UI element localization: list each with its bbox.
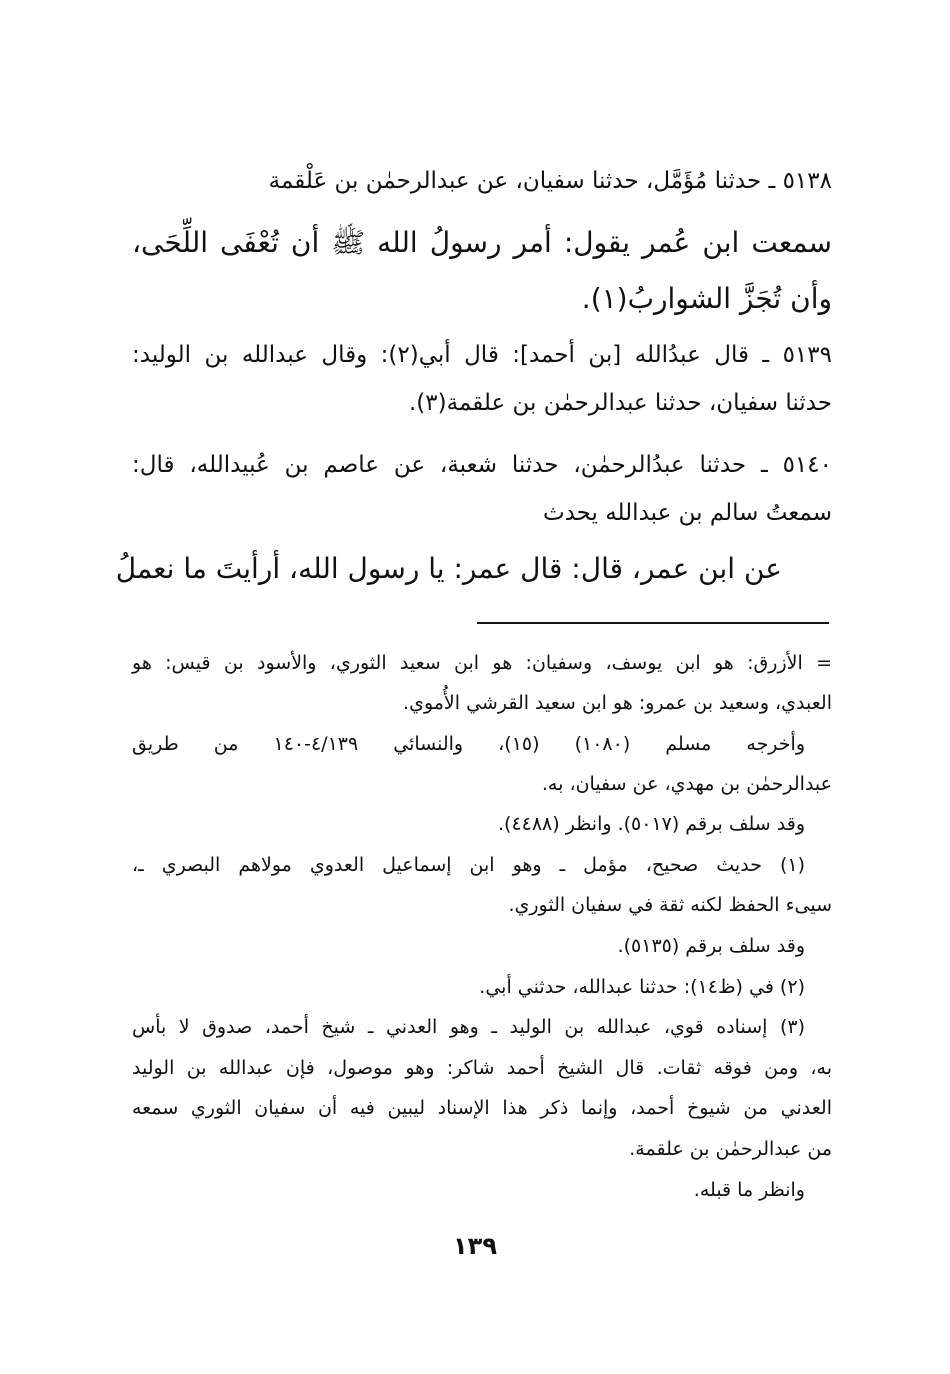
footnote-continuation-line-3: وأخرجه مسلم (١٠٨٠) (١٥)، والنسائي ٤/١٣٩-١٤٠ من طريق [132, 733, 805, 755]
footnote-continuation-line-5: وقد سلف برقم (٥٠١٧). وانظر (٤٤٨٨). [497, 813, 805, 835]
footnote-3-line-1: (٣) إسناده قوي، عبدالله بن الوليد ـ وهو العدني ـ شيخ أحمد، صدوق لا بأس [132, 1016, 805, 1038]
footnote-3-line-3: العدني من شيوخ أحمد، وإنما ذكر هذا الإسناد ليبين فيه أن سفيان الثوري سمعه [132, 1097, 832, 1119]
footnote-3-line-2: به، ومن فوقه ثقات. قال الشيخ أحمد شاكر: وهو موصول، فإن عبدالله بن الوليد [132, 1057, 832, 1079]
footnote-3-line-5: وانظر ما قبله. [693, 1179, 805, 1201]
page-number: ١٣٩ [453, 1232, 497, 1260]
hadith-5140-line-1: ٥١٤٠ ـ حدثنا عبدُالرحمٰن، حدثنا شعبة، عن عاصم بن عُبيدالله، قال: [132, 452, 832, 478]
hadith-5140-line-2: سمعتُ سالم بن عبدالله يحدث [542, 500, 832, 526]
footnote-separator [477, 622, 829, 624]
footnote-1-line-3: وقد سلف برقم (٥١٣٥). [617, 935, 805, 957]
footnote-1-line-2: سيىء الحفظ لكنه ثقة في سفيان الثوري. [508, 894, 832, 916]
hadith-5138-line-2: سمعت ابن عُمر يقول: أمر رسولُ الله ﷺ أن تُعْفَى اللِّحَى، [132, 226, 832, 259]
footnote-3-line-4: من عبدالرحمٰن بن علقمة. [629, 1138, 832, 1160]
hadith-5140-line-3: عن ابن عمر، قال: قال عمر: يا رسول الله، أرأيتَ ما نعملُ [115, 552, 782, 585]
footnote-continuation-line-1: = الأزرق: هو ابن يوسف، وسفيان: هو ابن سعيد الثوري، والأسود بن قيس: هو [132, 652, 832, 674]
footnote-continuation-line-2: العبدي، وسعيد بن عمرو: هو ابن سعيد القرشي الأُموي. [403, 692, 832, 714]
hadith-5139-line-1: ٥١٣٩ ـ قال عبدُالله [بن أحمد]: قال أبي(٢): وقال عبدالله بن الوليد: [132, 342, 832, 368]
footnote-continuation-line-4: عبدالرحمٰن بن مهدي، عن سفيان، به. [541, 773, 832, 795]
footnote-1-line-1: (١) حديث صحيح، مؤمل ـ وهو ابن إسماعيل العدوي مولاهم البصري ـ، [132, 854, 805, 876]
hadith-5138-line-1: ٥١٣٨ ـ حدثنا مُؤَمَّل، حدثنا سفيان، عن عبدالرحمٰن بن عَلْقمة [268, 168, 832, 194]
hadith-5139-line-2: حدثنا سفيان، حدثنا عبدالرحمٰن بن علقمة(٣). [409, 390, 832, 416]
hadith-5138-line-3: وأن تُجَزَّ الشواربُ(١). [581, 282, 832, 315]
footnote-2-line-1: (٢) في (ظ١٤): حدثنا عبدالله، حدثني أبي. [479, 976, 805, 998]
